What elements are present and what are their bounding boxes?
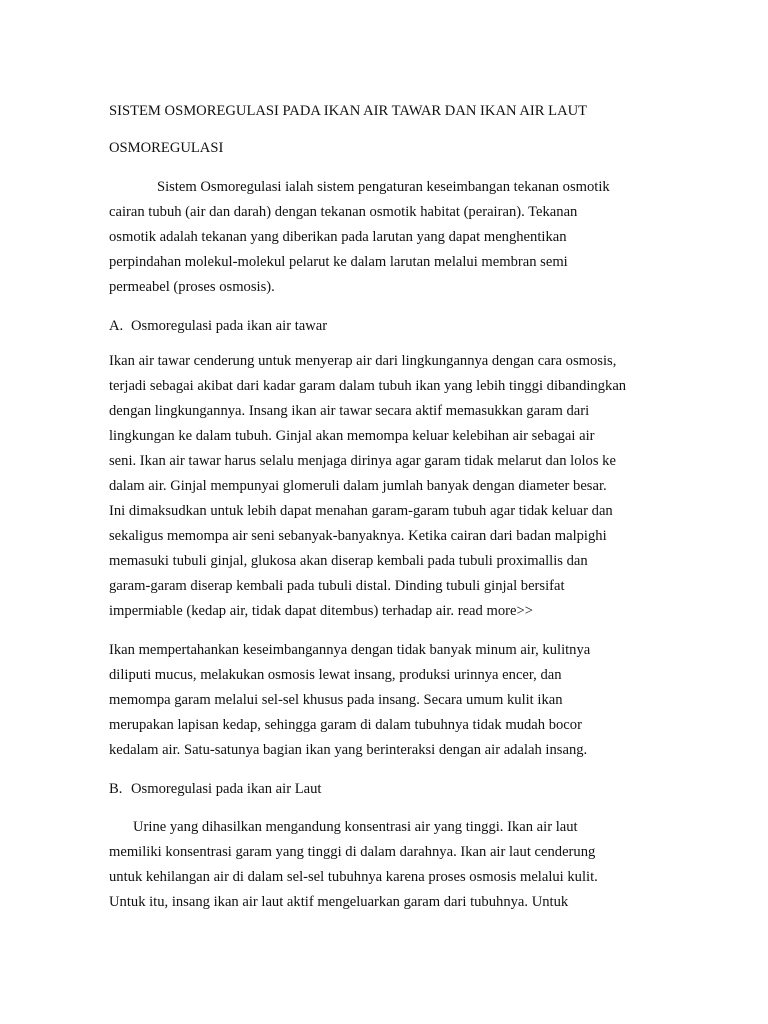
paragraph-line: dalam air. Ginjal mempunyai glomeruli dalam jumlah banyak dengan diameter besar. <box>109 478 607 494</box>
paragraph-line: memasuki tubuli ginjal, glukosa akan diserap kembali pada tubuli proximallis dan <box>109 553 588 569</box>
subheading-b <box>109 782 321 797</box>
paragraph-line: memiliki konsentrasi garam yang tinggi di dalam darahnya. Ikan air laut cenderung <box>109 844 596 860</box>
intro-line: osmotik adalah tekanan yang diberikan pada larutan yang dapat menghentikan <box>109 229 567 245</box>
subheading-text: Osmoregulasi pada ikan air Laut <box>131 781 322 797</box>
document-title: SISTEM OSMOREGULASI PADA IKAN AIR TAWAR DAN IKAN AIR LAUT <box>109 103 588 119</box>
list-marker: A. <box>109 318 124 334</box>
intro-line: permeabel (proses osmosis). <box>109 279 275 295</box>
intro-line: cairan tubuh (air dan darah) dengan tekanan osmotik habitat (perairan). Tekanan <box>109 204 578 220</box>
subheading-text: Osmoregulasi pada ikan air tawar <box>131 318 328 334</box>
paragraph-line: terjadi sebagai akibat dari kadar garam dalam tubuh ikan yang lebih tinggi dibandingkan <box>109 378 627 394</box>
paragraph-line: untuk kehilangan air di dalam sel-sel tubuhnya karena proses osmosis melalui kulit. <box>109 869 598 885</box>
paragraph-line: Urine yang dihasilkan mengandung konsentrasi air yang tinggi. Ikan air laut <box>133 819 578 835</box>
paragraph-line: sekaligus memompa air seni sebanyak-banyaknya. Ketika cairan dari badan malpighi <box>109 528 607 544</box>
intro-line: Sistem Osmoregulasi ialah sistem pengaturan keseimbangan tekanan osmotik <box>157 179 610 195</box>
paragraph-line: Untuk itu, insang ikan air laut aktif mengeluarkan garam dari tubuhnya. Untuk <box>109 894 569 910</box>
list-marker: B. <box>109 781 123 797</box>
paragraph-line: seni. Ikan air tawar harus selalu menjaga dirinya agar garam tidak melarut dan lolos ke <box>109 453 616 469</box>
intro-line: perpindahan molekul-molekul pelarut ke dalam larutan melalui membran semi <box>109 254 568 270</box>
paragraph-line: dengan lingkungannya. Insang ikan air tawar secara aktif memasukkan garam dari <box>109 403 590 419</box>
paragraph-line: diliputi mucus, melakukan osmosis lewat insang, produksi urinnya encer, dan <box>109 667 562 683</box>
paragraph-line: garam-garam diserap kembali pada tubuli distal. Dinding tubuli ginjal bersifat <box>109 578 565 594</box>
subheading-a <box>109 319 327 334</box>
paragraph-line: lingkungan ke dalam tubuh. Ginjal akan memompa keluar kelebihan air sebagai air <box>109 428 595 444</box>
paragraph-line: kedalam air. Satu-satunya bagian ikan yang berinteraksi dengan air adalah insang. <box>109 742 588 758</box>
paragraph-line: merupakan lapisan kedap, sehingga garam di dalam tubuhnya tidak mudah bocor <box>109 717 582 733</box>
paragraph-line: memompa garam melalui sel-sel khusus pada insang. Secara umum kulit ikan <box>109 692 563 708</box>
section-heading: OSMOREGULASI <box>109 140 224 156</box>
paragraph-line: Ikan air tawar cenderung untuk menyerap air dari lingkungannya dengan cara osmosis, <box>109 353 617 369</box>
paragraph-line: impermiable (kedap air, tidak dapat ditembus) terhadap air. read more>> <box>109 603 533 619</box>
paragraph-line: Ini dimaksudkan untuk lebih dapat menahan garam-garam tubuh agar tidak keluar dan <box>109 503 613 519</box>
paragraph-line: Ikan mempertahankan keseimbangannya dengan tidak banyak minum air, kulitnya <box>109 642 591 658</box>
